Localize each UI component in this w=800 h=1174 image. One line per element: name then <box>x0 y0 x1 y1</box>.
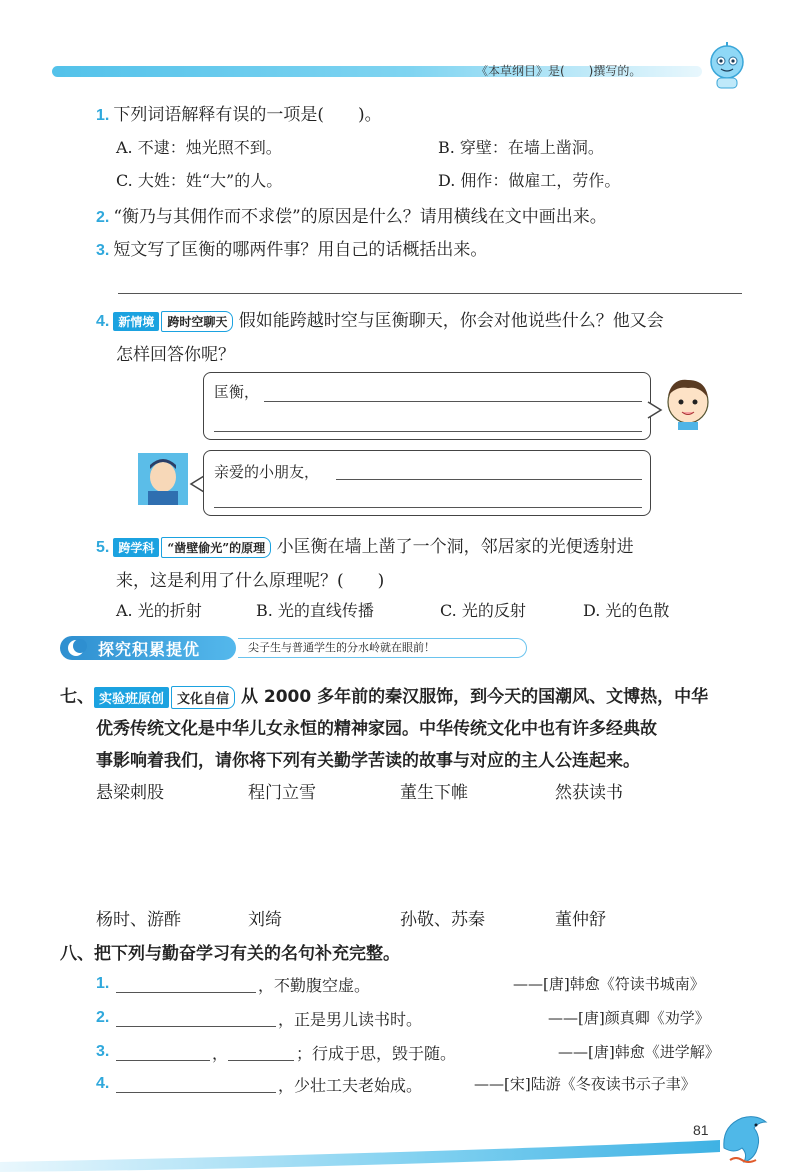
question-1 <box>96 100 382 125</box>
tag-principle: “凿壁偷光”的原理 <box>161 537 271 558</box>
verse-text: ，正是男儿读书时。 <box>278 1010 423 1029</box>
verse-4 <box>96 1073 113 1093</box>
question-text: 短文写了匡衡的哪两件事？用自己的话概括出来。 <box>113 240 488 260</box>
item-number: 2. <box>96 1009 110 1026</box>
dolphin-icon <box>716 1108 772 1166</box>
speech-bubble-kuangheng[interactable] <box>203 372 651 440</box>
verse-2 <box>96 1007 113 1027</box>
verse-separator: ， <box>212 1044 229 1063</box>
question-text: 从 2000 多年前的秦汉服饰，到今天的国潮风、文博热，中华 <box>240 687 709 707</box>
q1-option-b[interactable]: B. 穿壁：在墙上凿洞。 <box>438 138 604 157</box>
q1-option-c[interactable]: C. 大姓：姓“大”的人。 <box>116 171 283 190</box>
person-item[interactable]: 孙敬、苏秦 <box>400 910 485 930</box>
item-number: 4. <box>96 1075 110 1092</box>
question-5-line-2: 来，这是利用了什么原理呢？( ) <box>116 571 385 591</box>
bubble-answer-line[interactable] <box>336 479 642 480</box>
verse-source: ——[唐]颜真卿《劝学》 <box>548 1009 710 1027</box>
story-item[interactable]: 程门立雪 <box>248 783 316 803</box>
q3-answer-line[interactable] <box>118 293 742 294</box>
person-item[interactable]: 杨时、游酢 <box>96 910 181 930</box>
question-text: “衡乃与其佣作而不求偿”的原因是什么？请用横线在文中画出来。 <box>113 207 607 227</box>
q5-option-d[interactable]: D. 光的色散 <box>583 601 670 620</box>
story-item[interactable]: 董生下帷 <box>400 783 468 803</box>
person-item[interactable]: 董仲舒 <box>555 910 606 930</box>
bubble-tail-icon <box>647 400 663 420</box>
moon-icon <box>64 638 92 658</box>
q5-option-b[interactable]: B. 光的直线传播 <box>256 601 374 620</box>
question-7-line-2: 优秀传统文化是中华儿女永恒的精神家园。中华传统文化中也有许多经典故 <box>96 719 657 739</box>
verse-blank[interactable] <box>116 992 256 993</box>
verse-blank[interactable] <box>228 1060 294 1061</box>
q5-option-c[interactable]: C. 光的反射 <box>440 601 526 620</box>
tag-cross-subject: 跨学科 <box>113 538 159 557</box>
story-item[interactable]: 悬梁刺股 <box>96 783 164 803</box>
question-number: 5. <box>96 539 110 556</box>
q1-option-a[interactable]: A. 不逮：烛光照不到。 <box>116 138 282 157</box>
tag-new-context: 新情境 <box>113 312 159 331</box>
verse-text: ，少壮工夫老始成。 <box>278 1076 423 1095</box>
question-4-line-2: 怎样回答你呢？ <box>116 345 235 365</box>
verse-blank[interactable] <box>116 1026 276 1027</box>
verse-source: ——[唐]韩愈《进学解》 <box>558 1043 720 1061</box>
bubble-answer-line[interactable] <box>214 431 642 432</box>
verse-text: ，不勤腹空虚。 <box>258 976 371 995</box>
verse-text: ；行成于思，毁于随。 <box>296 1044 457 1063</box>
question-7-line-3: 事影响着我们，请你将下列有关勤学苦读的故事与对应的主人公连起来。 <box>96 751 640 771</box>
section-subtitle: 尖子生与普通学生的分水岭就在眼前！ <box>238 638 527 658</box>
verse-3 <box>96 1041 113 1061</box>
person-item[interactable]: 刘绮 <box>248 910 282 930</box>
bottom-wave <box>0 1122 800 1174</box>
question-8 <box>60 939 400 964</box>
question-3 <box>96 235 487 260</box>
bubble-answer-line[interactable] <box>214 507 642 508</box>
bubble-label: 匡衡， <box>214 383 260 401</box>
question-text: 假如能跨越时空与匡衡聊天，你会对他说些什么？他又会 <box>238 311 664 331</box>
header-question: 《本草纲目》是( )撰写的。 <box>476 64 642 78</box>
verse-blank[interactable] <box>116 1060 210 1061</box>
question-number: 1. <box>96 107 110 124</box>
tag-chat: 跨时空聊天 <box>161 311 233 332</box>
section-title: 探究积累提优 <box>98 640 201 659</box>
q1-option-d[interactable]: D. 佣作：做雇工，劳作。 <box>438 171 621 190</box>
speech-bubble-child[interactable] <box>203 450 651 516</box>
bubble-label: 亲爱的小朋友， <box>214 463 320 481</box>
question-text: 小匡衡在墙上凿了一个洞，邻居家的光便透射进 <box>276 537 634 557</box>
tag-original: 实验班原创 <box>94 687 169 708</box>
bubble-answer-line[interactable] <box>264 401 642 402</box>
question-number: 七、 <box>60 687 94 707</box>
q5-option-a[interactable]: A. 光的折射 <box>116 601 202 620</box>
question-text: 下列词语解释有误的一项是( )。 <box>113 105 382 125</box>
story-item[interactable]: 然获读书 <box>555 783 623 803</box>
robot-mascot-icon <box>705 42 749 90</box>
question-number: 2. <box>96 209 110 226</box>
question-number: 3. <box>96 242 110 259</box>
kuangheng-portrait-icon <box>138 453 188 505</box>
page-number: 81 <box>693 1122 709 1138</box>
tag-culture: 文化自信 <box>171 686 235 709</box>
question-number: 4. <box>96 313 110 330</box>
question-text: 把下列与勤奋学习有关的名句补充完整。 <box>94 944 400 964</box>
verse-source: ——[唐]韩愈《符读书城南》 <box>513 975 705 993</box>
question-2 <box>96 202 607 227</box>
question-number: 八、 <box>60 944 94 964</box>
item-number: 3. <box>96 1043 110 1060</box>
item-number: 1. <box>96 975 110 992</box>
verse-blank[interactable] <box>116 1092 276 1093</box>
question-7 <box>60 682 708 709</box>
verse-1 <box>96 973 113 993</box>
question-5 <box>96 532 634 558</box>
boy-avatar-icon <box>662 376 714 430</box>
question-4 <box>96 306 664 332</box>
verse-source: ——[宋]陆游《冬夜读书示子聿》 <box>474 1075 696 1093</box>
